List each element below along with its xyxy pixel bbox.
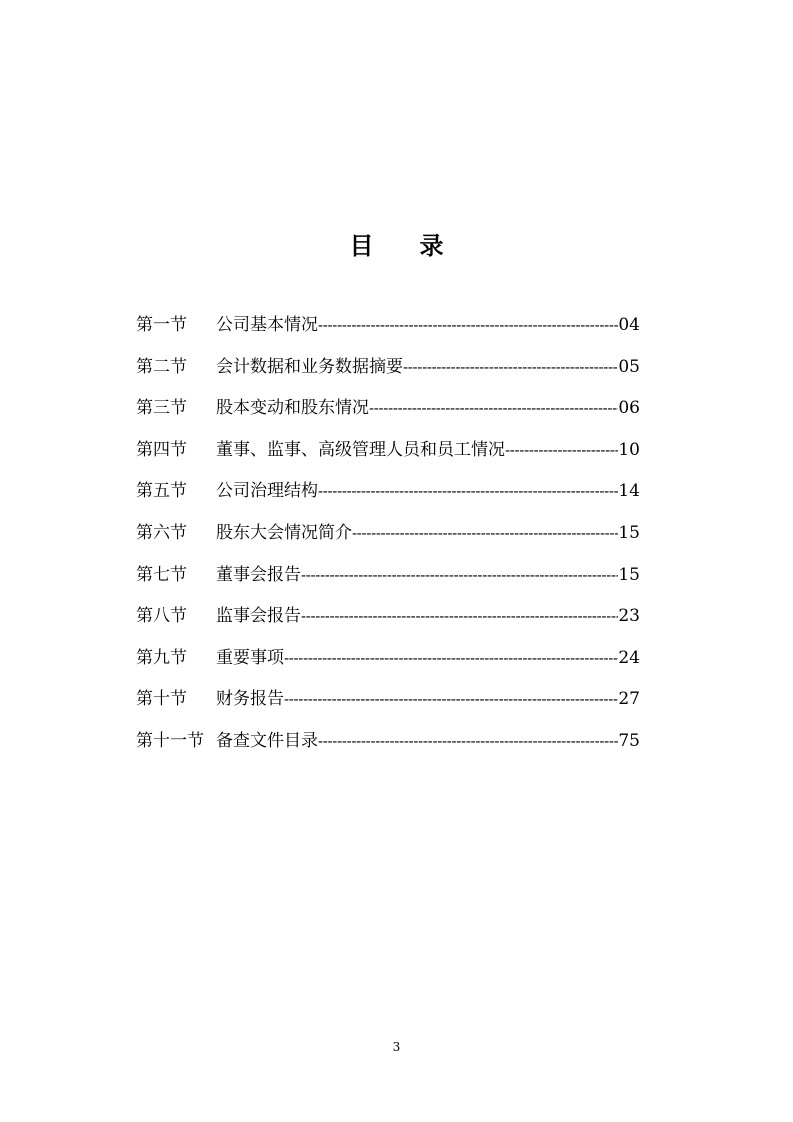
toc-section-label: 第四节 — [136, 439, 187, 460]
toc-heading: 董事、监事、高级管理人员和员工情况 — [216, 439, 505, 460]
toc-leader-dashes — [284, 679, 618, 721]
toc-heading: 财务报告 — [216, 689, 284, 710]
toc-leader-dashes — [505, 430, 618, 472]
toc-section-label: 第五节 — [136, 481, 187, 502]
toc-section-label: 第六节 — [136, 522, 187, 543]
toc-heading: 监事会报告 — [216, 606, 301, 627]
toc-entry[interactable] — [136, 721, 640, 763]
toc-page-number: 14 — [618, 481, 640, 502]
toc-heading: 股本变动和股东情况 — [216, 398, 369, 419]
toc-entry[interactable] — [136, 596, 640, 638]
toc-entry[interactable] — [136, 430, 640, 472]
toc-heading: 董事会报告 — [216, 564, 301, 585]
toc-leader-dashes — [318, 471, 618, 513]
toc-page-number: 27 — [618, 689, 640, 710]
toc-entry[interactable] — [136, 388, 640, 430]
toc-title — [0, 225, 793, 261]
toc-leader-dashes — [301, 555, 618, 597]
toc-section-label: 第一节 — [136, 315, 187, 335]
toc-page-number: 15 — [618, 564, 640, 585]
toc-list — [136, 305, 640, 763]
toc-page-number: 24 — [618, 647, 640, 668]
toc-entry[interactable] — [136, 305, 640, 347]
toc-section-label: 第十一节 — [136, 730, 204, 751]
toc-leader-dashes — [403, 347, 618, 389]
toc-entry[interactable] — [136, 513, 640, 555]
toc-leader-dashes — [369, 388, 618, 430]
toc-title-char-1: 目 — [349, 231, 374, 260]
toc-section-label: 第七节 — [136, 564, 187, 585]
toc-leader-dashes — [352, 513, 618, 555]
toc-heading: 公司基本情况 — [216, 315, 318, 335]
toc-section-label: 第九节 — [136, 647, 187, 668]
toc-leader-dashes — [318, 305, 618, 347]
toc-title-char-2: 录 — [419, 231, 444, 260]
toc-page-number: 75 — [618, 730, 640, 751]
toc-heading: 股东大会情况简介 — [216, 522, 352, 543]
toc-heading: 备查文件目录 — [216, 730, 318, 751]
toc-page-number: 15 — [618, 522, 640, 543]
toc-heading: 重要事项 — [216, 647, 284, 668]
toc-page-number: 10 — [618, 439, 640, 460]
toc-entry[interactable] — [136, 555, 640, 597]
toc-page-number: 06 — [618, 398, 640, 419]
toc-section-label: 第八节 — [136, 606, 187, 627]
toc-heading: 会计数据和业务数据摘要 — [216, 356, 403, 377]
toc-page-number: 05 — [618, 356, 640, 377]
toc-entry[interactable] — [136, 638, 640, 680]
toc-page-number: 23 — [618, 606, 640, 627]
toc-page-number: 04 — [618, 315, 640, 335]
toc-section-label: 第三节 — [136, 398, 187, 419]
toc-section-label: 第二节 — [136, 356, 187, 377]
toc-section-label: 第十节 — [136, 689, 187, 710]
toc-leader-dashes — [318, 721, 618, 763]
footer-page-number: 3 — [392, 1040, 401, 1054]
toc-leader-dashes — [284, 638, 618, 680]
toc-entry[interactable] — [136, 471, 640, 513]
toc-leader-dashes — [301, 596, 618, 638]
toc-entry[interactable] — [136, 679, 640, 721]
toc-heading: 公司治理结构 — [216, 481, 318, 502]
toc-entry[interactable] — [136, 347, 640, 389]
